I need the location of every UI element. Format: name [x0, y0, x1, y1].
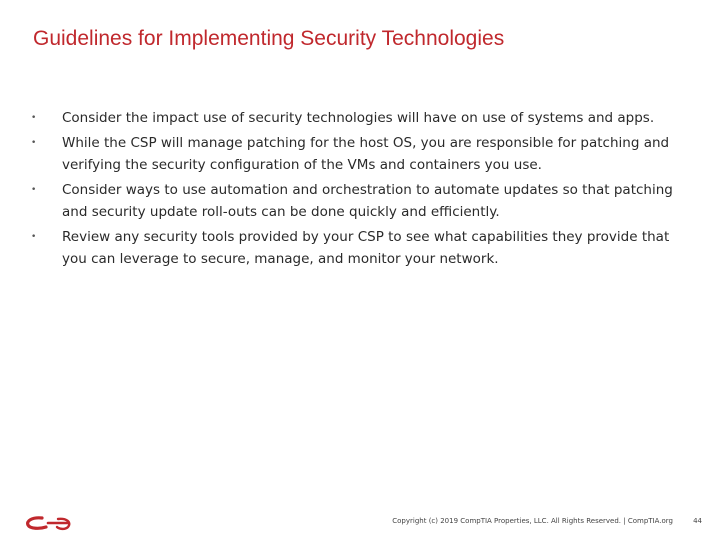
comptia-logo-icon — [24, 514, 74, 534]
bullet-text: Consider the impact use of security technologies will have on use of systems and apps. — [62, 110, 655, 126]
bullet-icon: • — [31, 113, 37, 123]
page-number: 44 — [693, 517, 702, 525]
bullet-icon: • — [31, 231, 37, 242]
bullet-text: While the CSP will manage patching for the host OS, you are responsible for patching and verifying the security configuration of the VMs and containers you use. — [62, 134, 670, 173]
bullet-icon: • — [31, 137, 37, 148]
footer-copyright: Copyright (c) 2019 CompTIA Properties, LLC. All Rights Reserved. | CompTIA.org — [392, 517, 673, 525]
bullet-item — [28, 226, 683, 271]
bullet-text: Review any security tools provided by your CSP to see what capabilities they provide that you can leverage to secure, manage, and monitor your network. — [62, 228, 670, 267]
bullet-text: Consider ways to use automation and orchestration to automate updates so that patching and security update roll-outs can be done quickly and efficiently. — [62, 181, 673, 220]
bullet-item — [28, 179, 683, 224]
bullet-icon: • — [31, 184, 37, 195]
bullet-list — [28, 107, 683, 273]
comptia-logo-icon-svg — [24, 514, 74, 534]
bullet-item — [28, 107, 683, 130]
bullet-item — [28, 132, 683, 177]
slide-title: Guidelines for Implementing Security Technologies — [33, 27, 505, 50]
